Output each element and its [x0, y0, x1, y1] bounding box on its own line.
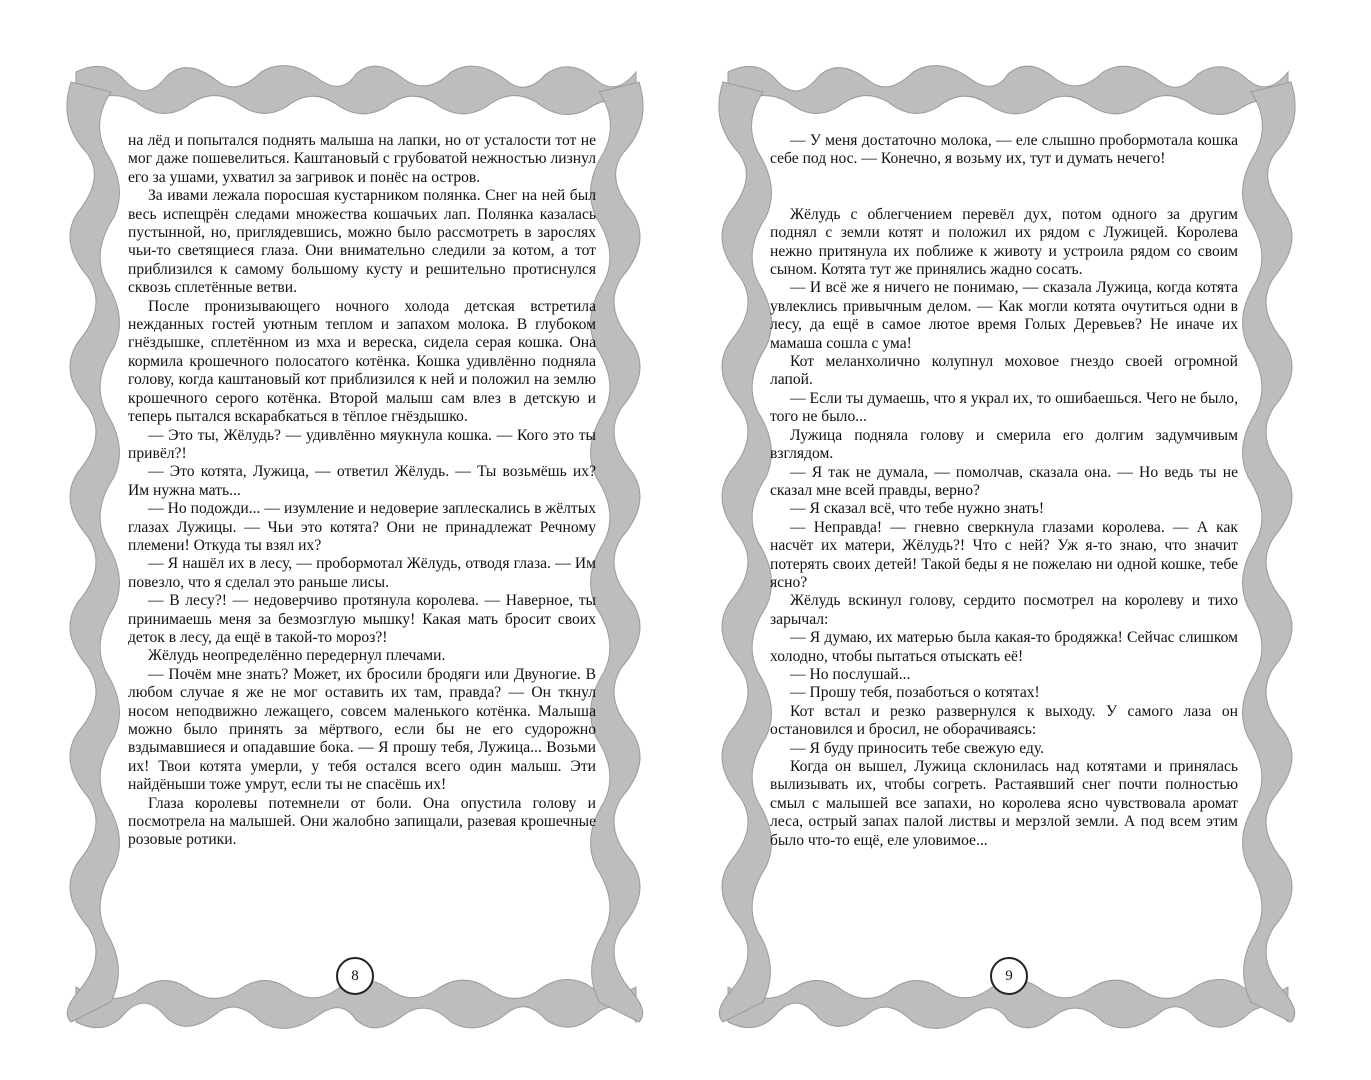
paragraph: После пронизывающего ночного холода детская встретила нежданных гостей уютным теплом и запахом молока. В глубоком гнёздышке, сплетённом из мха и вереска, сидела серая кошка. Она кормила крошечного полосатого котёнка. Кошка удивлённо подняла голову, когда каштановый кот приблизился к ней и положил на землю крошечного серого котёнка. Второй малыш сам влез в детскую и теперь пытался вскарабкаться в тёплое гнёздышко. — [128, 297, 596, 426]
right-page — [718, 62, 1296, 1032]
left-page-text — [128, 132, 596, 850]
section-break — [770, 169, 1238, 206]
paragraph: — Это ты, Жёлудь? — удивлённо мяукнула кошка. — Кого это ты привёл?! — [128, 426, 596, 462]
paragraph: — В лесу?! — недоверчиво протянула королева. — Наверное, ты принимаешь меня за безмозглую мышку! Какая мать бросит своих деток в лесу, да ещё в такой-то мороз?! — [128, 592, 596, 646]
paragraph: — Я думаю, их матерью была какая-то бродяжка! Сейчас слишком холодно, чтобы пытаться отыскать её! — [770, 629, 1238, 665]
paragraph: Жёлудь неопределённо передернул плечами. — [148, 647, 446, 665]
paragraph: Кот встал и резко развернулся к выходу. У самого лаза он остановился и бросил, не оборачиваясь: — [770, 702, 1238, 739]
right-page-text — [770, 132, 1238, 850]
paragraph: Жёлудь с облегчением перевёл дух, потом одного за другим поднял с земли котят и положил их рядом с Лужицей. Королева нежно притянула их поближе к животу и устроила рядом со своим сыном. Котята тут же принялись жадно сосать. — [770, 205, 1238, 279]
paragraph: — Но подожди... — изумление и недоверие заплескались в жёлтых глазах Лужицы. — Чьи это котята? Они не принадлежат Речному племени! Откуда ты взял их? — [128, 500, 596, 554]
paragraph: Глаза королевы потемнели от боли. Она опустила голову и посмотрела на малышей. Они жалобно запищали, разевая крошечные розовые ротики. — [128, 794, 596, 849]
paragraph: Лужица подняла голову и смерила его долгим задумчивым взглядом. — [770, 426, 1238, 463]
paragraph: Жёлудь вскинул голову, сердито посмотрел на королеву и тихо зарычал: — [770, 592, 1238, 628]
paragraph: — У меня достаточно молока, — еле слышно пробормотала кошка себе под нос. — Конечно, я возьму их, тут и думать нечего! — [770, 132, 1238, 168]
paragraph: — Если ты думаешь, что я украл их, то ошибаешься. Чего не было, того не было... — [770, 389, 1238, 426]
left-page — [66, 62, 644, 1032]
paragraph: — Но послушай... — [790, 665, 911, 683]
paragraph: — И всё же я ничего не понимаю, — сказала Лужица, когда котята увлеклись привычным делом. — Как могли котята очутиться одни в лесу, да ещё в самое лютое время Голых Деревьев? Не иначе их мамаша сошла с ума! — [770, 279, 1238, 352]
page-number: 9 — [990, 957, 1028, 995]
paragraph: За ивами лежала поросшая кустарником полянка. Снег на ней был весь испещрён следами множества кошачьих лап. Полянка казалась пустынной, но, приглядевшись, можно было рассмотреть в зарослях чьи-то светящиеся глаза. Они внимательно следили за котом, а тот приблизился к самому большому кусту и решительно протиснулся сквозь сплетённые ветви. — [128, 187, 596, 297]
paragraph: — Я буду приносить тебе свежую еду. — [790, 739, 1044, 757]
paragraph: — Почём мне знать? Может, их бросили бродяги или Двуногие. В любом случае я же не мог оставить их там, правда? — Он ткнул носом неподвижно лежащего, совсем маленького котёнка. Малыша можно было принять за мёртвого, если бы не его судорожно вздымавшиеся и опадавшие бока. — Я прошу тебя, Лужица... Возьми их! Твои котята умерли, у тебя остался всего один малыш. Эти найдёныши тоже умрут, если ты не спасёшь их! — [128, 665, 596, 794]
paragraph: — Неправда! — гневно сверкнула глазами королева. — А как насчёт их матери, Жёлудь?! Что с ней? Уж я-то знаю, что значит потерять своих детей! Такой беды я не пожелаю ни одной кошке, тебе ясно? — [770, 518, 1238, 591]
paragraph: на лёд и попытался поднять малыша на лапки, но от усталости тот не мог даже пошевелиться. Каштановый с грубоватой нежностью лизнул его за ушами, ухватил за загривок и понёс на остров. — [128, 132, 596, 186]
page-number: 8 — [336, 957, 374, 995]
paragraph: Когда он вышел, Лужица склонилась над котятами и принялась вылизывать их, чтобы согреть. Растаявший снег почти полностью смыл с малышей все запахи, но королева ясно чувствовала аромат леса, острый запах палой листвы и мерзлой земли. А под всем этим было что-то ещё, еле уловимое... — [770, 758, 1238, 849]
paragraph: — Я сказал всё, что тебе нужно знать! — [790, 500, 1045, 518]
paragraph: — Я нашёл их в лесу, — пробормотал Жёлудь, отводя глаза. — Им повезло, что я сделал это раньше лисы. — [128, 555, 596, 591]
paragraph: — Это котята, Лужица, — ответил Жёлудь. — Ты возьмёшь их? Им нужна мать... — [128, 463, 596, 499]
paragraph: — Я так не думала, — помолчав, сказала она. — Но ведь ты не сказал мне всей правды, верно? — [770, 463, 1238, 499]
paragraph: Кот меланхолично колупнул моховое гнездо своей огромной лапой. — [770, 353, 1238, 389]
paragraph: — Прошу тебя, позаботься о котятах! — [790, 684, 1040, 702]
